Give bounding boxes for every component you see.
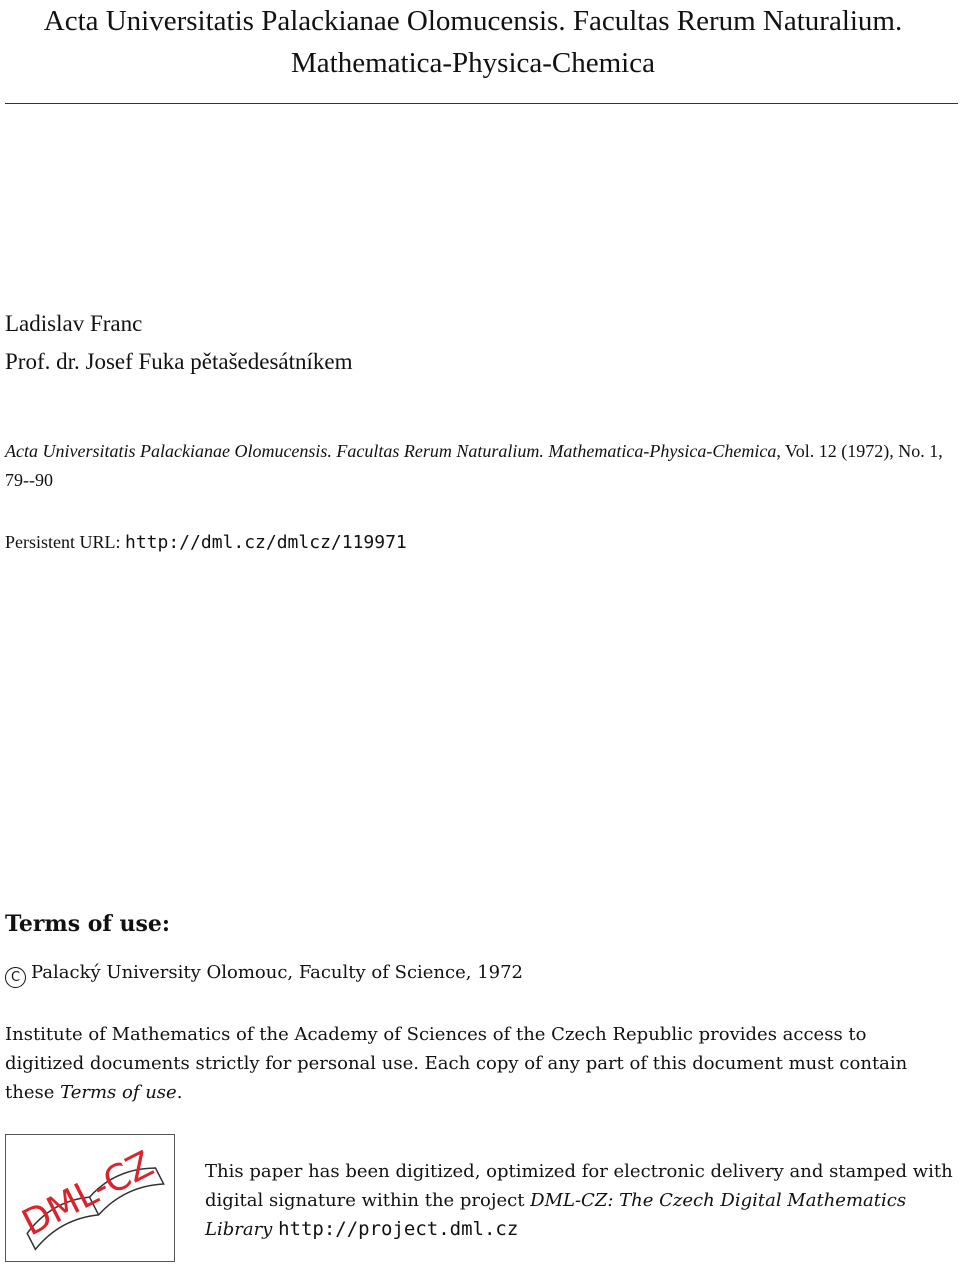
paper-title: Prof. dr. Josef Fuka pětašedesátníkem bbox=[5, 349, 353, 374]
dml-cz-logo bbox=[5, 1134, 175, 1262]
citation-details: , Vol. 12 (1972), No. 1, 79--90 bbox=[5, 441, 943, 490]
citation-journal: Acta Universitatis Palackianae Olomucensis. Facultas Rerum Naturalium. Mathematica-Physica-Chemica bbox=[5, 441, 777, 461]
citation bbox=[5, 437, 945, 495]
copyright-icon: C bbox=[5, 967, 26, 988]
dml-cz-logo-text: DML-CZ bbox=[15, 1143, 161, 1245]
journal-header-title: Acta Universitatis Palackianae Olomucensis. Facultas Rerum Naturalium. Mathematica-Physica-Chemica bbox=[43, 5, 903, 79]
digitization-note bbox=[205, 1157, 955, 1244]
digitization-project: DML-CZ: The Czech Digital Mathematics Library bbox=[205, 1190, 907, 1240]
digitization-main: This paper has been digitized, optimized for electronic delivery and stamped with digital signature within the project bbox=[205, 1161, 953, 1211]
author-name: Ladislav Franc bbox=[5, 311, 143, 336]
persistent-url-label: Persistent URL: bbox=[5, 532, 125, 552]
terms-notice-main: Institute of Mathematics of the Academy of Sciences of the Czech Republic provides access to digitized documents strictly for personal use. Each copy of any part of this document must contain these bbox=[5, 1024, 908, 1103]
project-url-link[interactable]: http://project.dml.cz bbox=[278, 1218, 519, 1240]
dml-cz-logo-graphic bbox=[6, 1135, 174, 1261]
persistent-url-line bbox=[5, 528, 407, 557]
terms-notice-italic: Terms of use bbox=[60, 1082, 177, 1103]
copyright-line bbox=[5, 958, 523, 988]
header-divider bbox=[5, 103, 958, 104]
terms-notice-end: . bbox=[176, 1082, 183, 1103]
persistent-url-link[interactable]: http://dml.cz/dmlcz/119971 bbox=[125, 532, 407, 553]
terms-notice bbox=[5, 1020, 950, 1107]
copyright-text: Palacký University Olomouc, Faculty of Science, 1972 bbox=[31, 962, 524, 983]
terms-of-use-heading: Terms of use: bbox=[5, 911, 171, 937]
